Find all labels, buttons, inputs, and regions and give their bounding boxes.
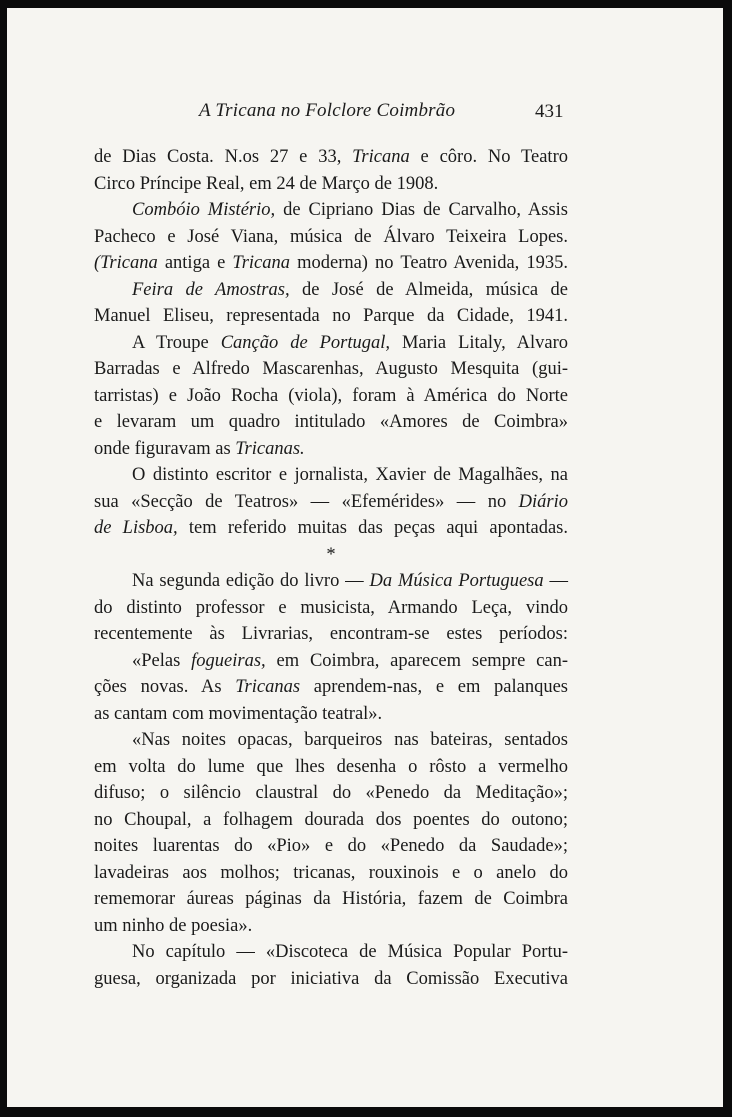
text-line: ções novas. As Tricanas aprendem-nas, e em palanques [94,677,568,697]
text-line: (Tricana antiga e Tricana moderna) no Teatro Avenida, 1935. [94,253,568,273]
page-header [7,100,723,130]
text-line: No capítulo — «Discoteca de Música Popular Portu- [132,942,568,962]
text-line: no Choupal, a folhagem dourada dos poentes do outono; [94,809,568,830]
text-line: Barradas e Alfredo Mascarenhas, Augusto Mesquita (gui- [94,359,568,379]
text-line: Combóio Mistério, de Cipriano Dias de Carvalho, Assis [132,200,568,220]
text-line: recentemente às Livrarias, encontram-se estes períodos: [94,624,568,644]
text-line: difuso; o silêncio claustral do «Penedo da Meditação»; [94,783,568,803]
page-number: 431 [535,101,564,122]
text-line: e levaram um quadro intitulado «Amores de Coimbra» [94,412,568,432]
text-line: um ninho de poesia». [94,915,253,936]
text-line: «Pelas fogueiras, em Coimbra, aparecem sempre can- [132,650,568,671]
text-line: A Troupe Canção de Portugal, Maria Litaly, Alvaro [132,332,568,353]
text-line: de Lisboa, tem referido muitas das peças aqui apontadas. [94,518,568,538]
book-page [7,8,723,1107]
text-line: Feira de Amostras, de José de Almeida, música de [132,279,568,300]
text-line: noites luarentas do «Pio» e do «Penedo da Saudade»; [94,836,568,856]
text-line: em volta do lume que lhes desenha o rôsto a vermelho [94,756,568,777]
text-line: lavadeiras aos molhos; tricanas, rouxinois e o anelo do [94,862,568,883]
text-line: sua «Secção de Teatros» — «Efemérides» — no Diário [94,491,568,512]
text-line: tarristas) e João Rocha (viola), foram à América do Norte [94,385,568,406]
running-title: A Tricana no Folclore Coimbrão [199,100,456,121]
text-line: onde figuravam as Tricanas. [94,438,305,459]
text-line: rememorar áureas páginas da História, fazem de Coimbra [94,889,568,909]
text-line: Pacheco e José Viana, música de Álvaro Teixeira Lopes. [94,226,568,247]
text-line: de Dias Costa. N.os 27 e 33, Tricana e côro. No Teatro [94,147,568,167]
text-line: Circo Príncipe Real, em 24 de Março de 1908. [94,173,439,194]
text-line: as cantam com movimentação teatral». [94,703,383,724]
text-line: «Nas noites opacas, barqueiros nas bateiras, sentados [132,730,568,750]
body-text [94,144,568,992]
text-line: guesa, organizada por iniciativa da Comissão Executiva [94,968,568,989]
text-line: Manuel Eliseu, representada no Parque da Cidade, 1941. [94,306,568,326]
text-line: O distinto escritor e jornalista, Xavier de Magalhães, na [132,465,568,485]
section-separator: * [326,544,336,565]
text-line: Na segunda edição do livro — Da Música Portuguesa — [132,571,568,591]
text-line: do distinto professor e musicista, Armando Leça, vindo [94,597,568,618]
